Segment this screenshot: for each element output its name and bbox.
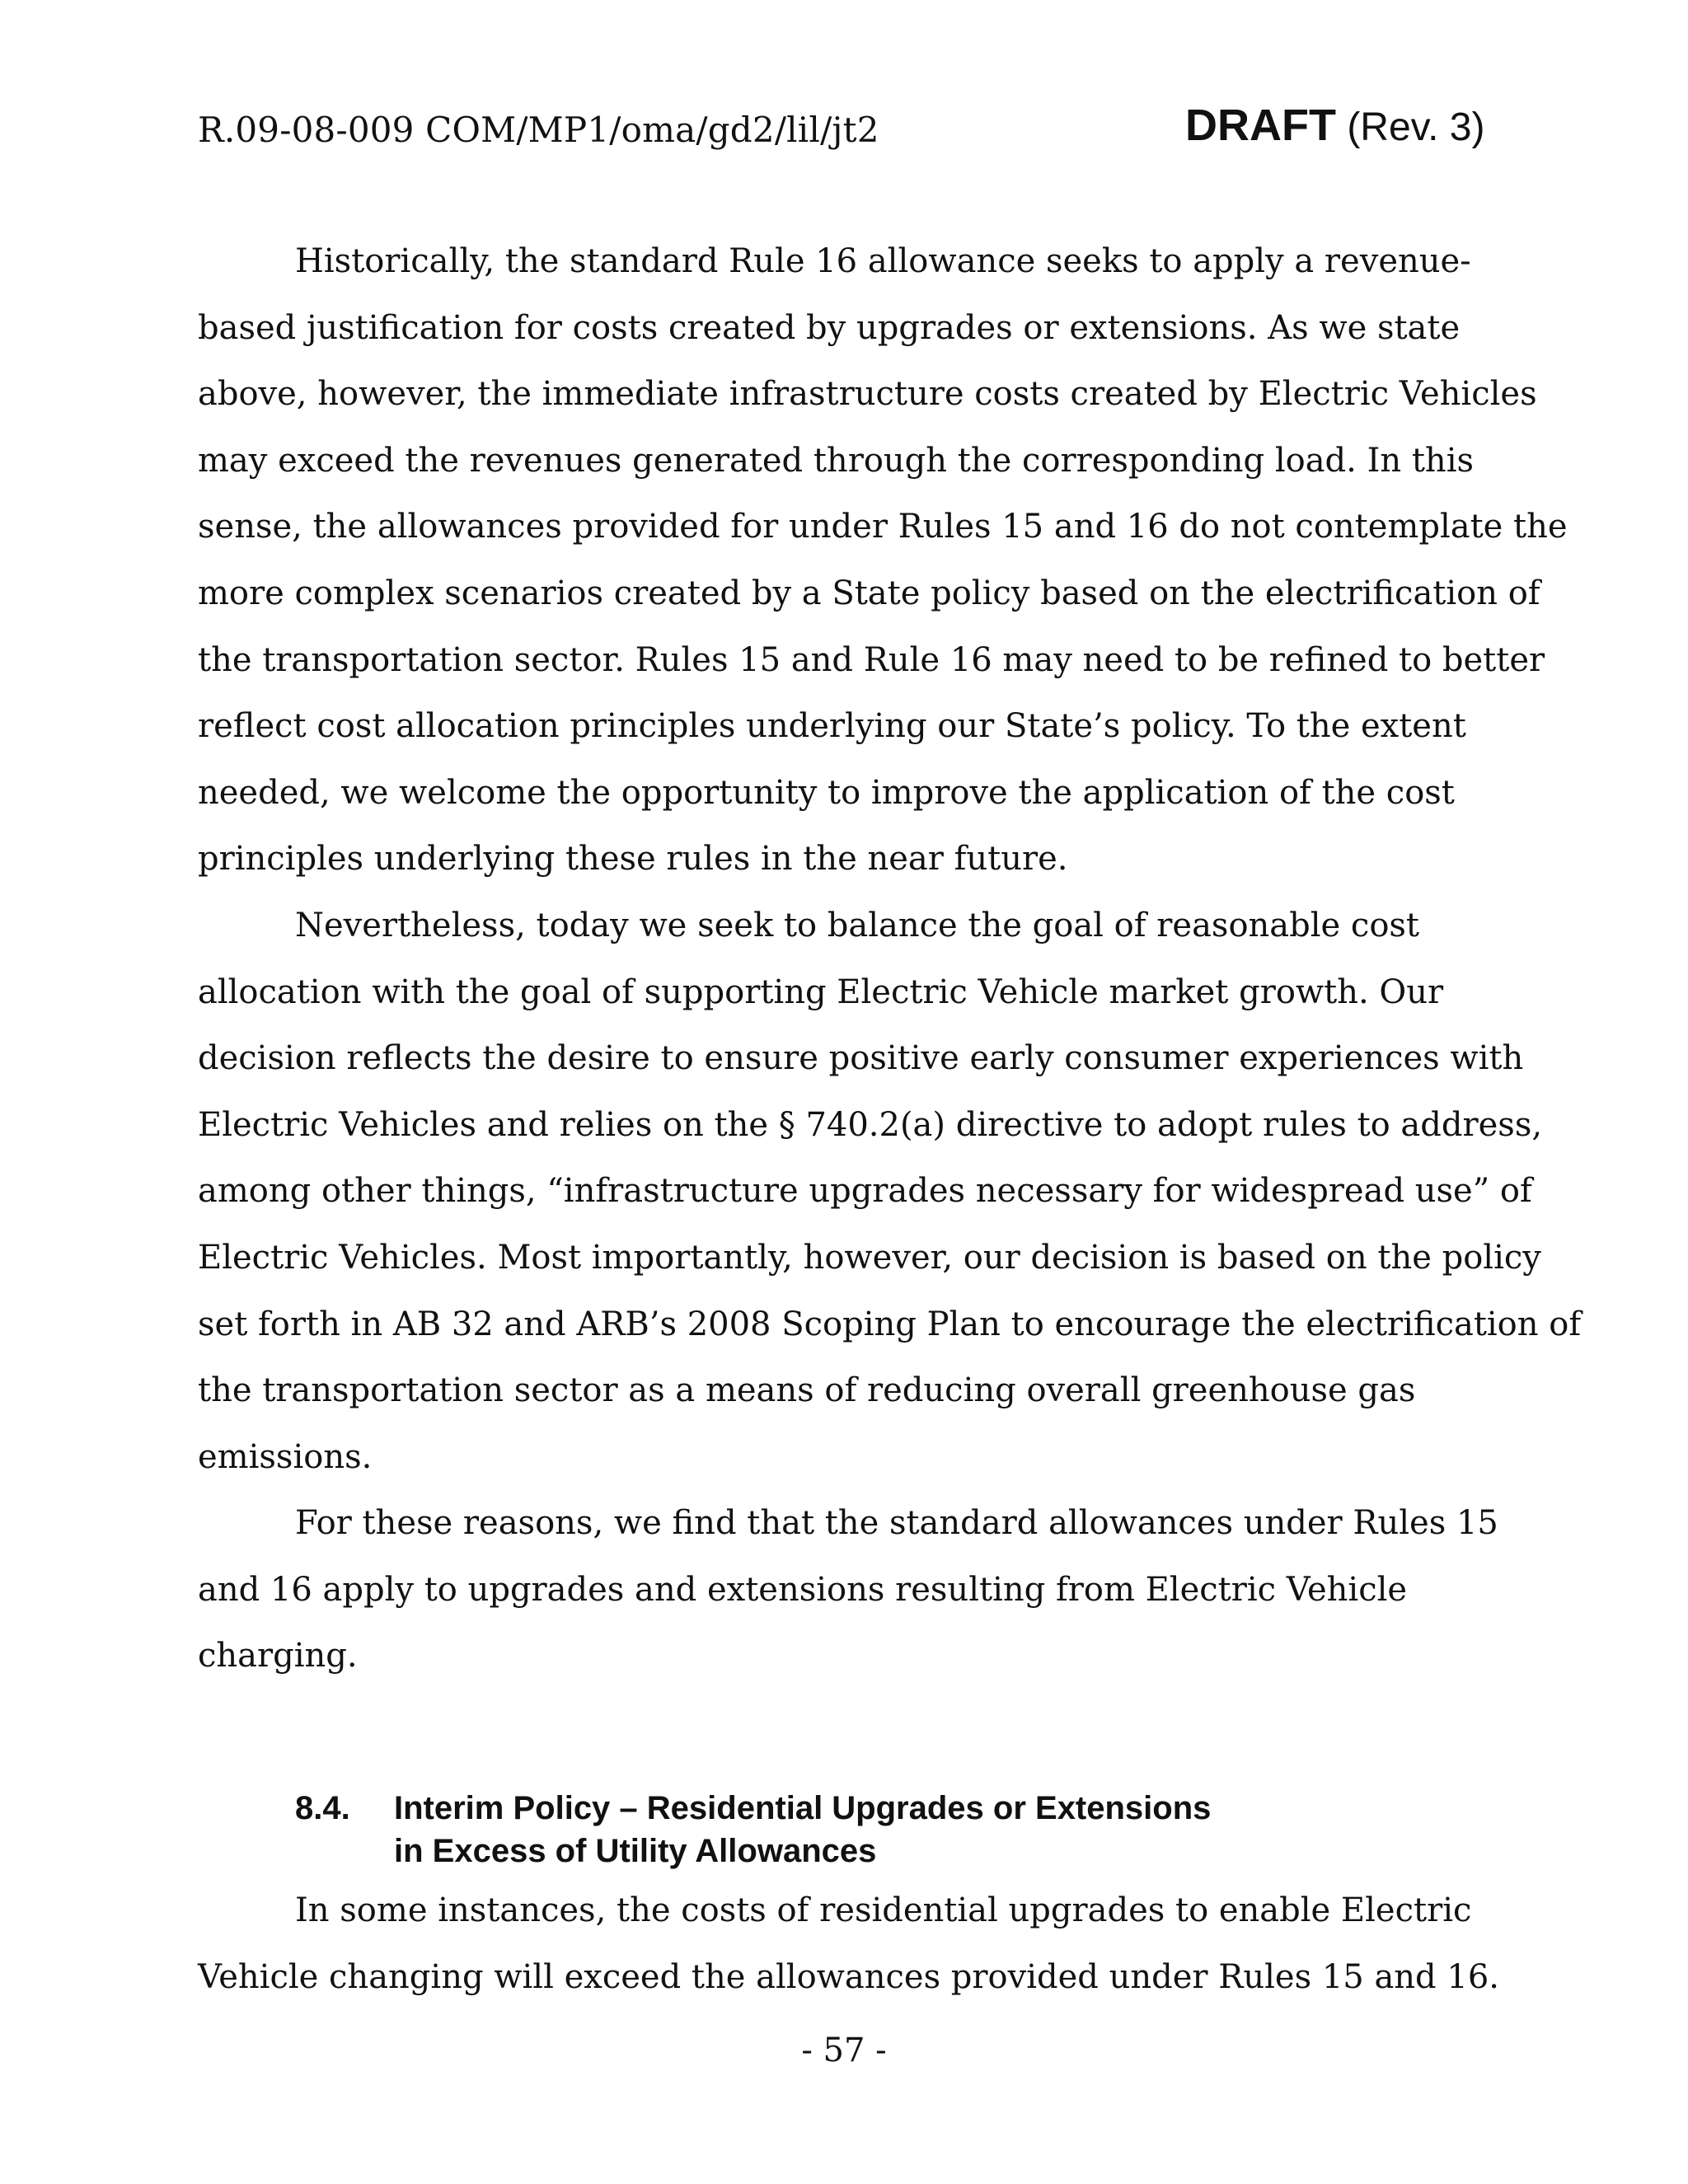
text-line: For these reasons, we find that the standard allowances under Rules 15 (295, 1504, 1498, 1543)
text-line: Electric Vehicles and relies on the § 740.2(a) directive to adopt rules to address, (198, 1105, 1543, 1144)
text-line: decision reflects the desire to ensure positive early consumer experiences with (198, 1039, 1524, 1078)
text-line: principles underlying these rules in the near future. (198, 840, 1068, 879)
section-title-line-1: Interim Policy – Residential Upgrades or Extensions (394, 1790, 1212, 1826)
draft-word: DRAFT (1185, 101, 1336, 150)
paragraph-3 (198, 1490, 1498, 1690)
section-number: 8.4. (295, 1790, 350, 1826)
page-number: - 57 - (801, 2032, 887, 2069)
text-line: allocation with the goal of supporting Electric Vehicle market growth. Our (198, 972, 1444, 1011)
text-line: Vehicle changing will exceed the allowances provided under Rules 15 and 16. (198, 1957, 1499, 1996)
text-line: the transportation sector. Rules 15 and Rule 16 may need to be refined to better (198, 640, 1545, 679)
text-line: sense, the allowances provided for under Rules 15 and 16 do not contemplate the (198, 508, 1568, 546)
text-line: more complex scenarios created by a State policy based on the electrification of (198, 574, 1540, 612)
text-line: the transportation sector as a means of reducing overall greenhouse gas (198, 1371, 1416, 1410)
text-line: In some instances, the costs of residential upgrades to enable Electric (295, 1891, 1472, 1929)
body-paragraphs-block (198, 228, 1582, 1690)
text-line: and 16 apply to upgrades and extensions resulting from Electric Vehicle (198, 1570, 1408, 1609)
text-line: among other things, “infrastructure upgrades necessary for widespread use” of (198, 1172, 1532, 1211)
text-line: reflect cost allocation principles underlying our State’s policy. To the extent (198, 707, 1466, 746)
text-line: Historically, the standard Rule 16 allowance seeks to apply a revenue- (295, 242, 1471, 280)
paragraph-2 (198, 893, 1582, 1490)
paragraph-4 (198, 1877, 1499, 2010)
text-line: needed, we welcome the opportunity to improve the application of the cost (198, 773, 1455, 812)
text-line: set forth in AB 32 and ARB’s 2008 Scoping Plan to encourage the electrification of (198, 1305, 1582, 1343)
text-line: above, however, the immediate infrastructure costs created by Electric Vehicles (198, 375, 1537, 414)
text-line: Electric Vehicles. Most importantly, however, our decision is based on the policy (198, 1238, 1541, 1277)
text-line: Nevertheless, today we seek to balance the goal of reasonable cost (295, 906, 1420, 944)
text-line: emissions. (198, 1437, 373, 1476)
draft-label (1185, 99, 1484, 154)
text-line: charging. (198, 1637, 358, 1675)
text-line: based justification for costs created by upgrades or extensions. As we state (198, 308, 1461, 347)
section-title-line-2: in Excess of Utility Allowances (394, 1833, 877, 1869)
text-line: may exceed the revenues generated through the corresponding load. In this (198, 441, 1475, 480)
revision-label: (Rev. 3) (1347, 105, 1485, 149)
final-paragraph-block (198, 1877, 1499, 2010)
section-heading (295, 1787, 1211, 1872)
docket-number: R.09-08-009 COM/MP1/oma/gd2/lil/jt2 (198, 110, 879, 150)
paragraph-1 (198, 228, 1568, 893)
